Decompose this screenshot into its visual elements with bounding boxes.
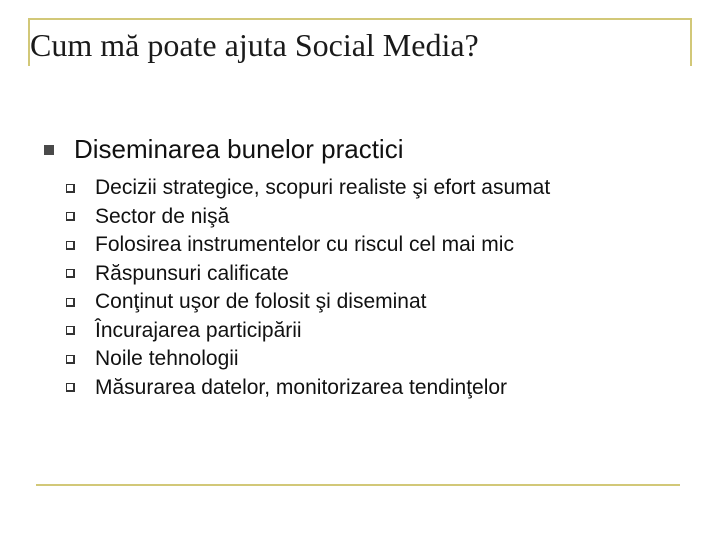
sub-bullet-item: [66, 288, 550, 317]
sub-bullet-text: Folosirea instrumentelor cu riscul cel mai mic: [95, 233, 514, 257]
hollow-square-bullet-icon: [66, 355, 75, 364]
filled-square-bullet-icon: [44, 145, 54, 155]
hollow-square-bullet-icon: [66, 212, 75, 221]
sub-bullet-text: Măsurarea datelor, monitorizarea tendinţelor: [95, 375, 508, 399]
sub-bullet-item: [66, 203, 550, 232]
sub-bullet-item: [66, 374, 550, 403]
sub-bullet-text: Sector de nişă: [95, 204, 230, 228]
sub-bullet-text: Răspunsuri calificate: [95, 261, 289, 285]
sub-bullet-text: Noile tehnologii: [95, 347, 239, 371]
sub-bullet-item: [66, 231, 550, 260]
main-bullet-text: Diseminarea bunelor practici: [74, 134, 404, 164]
hollow-square-bullet-icon: [66, 269, 75, 278]
bottom-rule-divider: [36, 484, 680, 486]
sub-bullet-item: [66, 345, 550, 374]
hollow-square-bullet-icon: [66, 326, 75, 335]
sub-bullet-item: [66, 317, 550, 346]
sub-bullet-text: Încurajarea participării: [95, 318, 302, 342]
slide-title: Cum mă poate ajuta Social Media?: [30, 27, 479, 63]
hollow-square-bullet-icon: [66, 298, 75, 307]
sub-bullet-text: Decizii strategice, scopuri realiste şi efort asumat: [95, 176, 551, 200]
sub-bullet-list: [66, 174, 550, 402]
top-rule-divider: [28, 18, 692, 20]
sub-bullet-item: [66, 174, 550, 203]
right-rule-divider: [690, 18, 692, 66]
hollow-square-bullet-icon: [66, 184, 75, 193]
sub-bullet-text: Conţinut uşor de folosit şi diseminat: [95, 290, 427, 314]
sub-bullet-item: [66, 260, 550, 289]
hollow-square-bullet-icon: [66, 383, 75, 392]
hollow-square-bullet-icon: [66, 241, 75, 250]
main-bullet-item: [44, 134, 403, 165]
